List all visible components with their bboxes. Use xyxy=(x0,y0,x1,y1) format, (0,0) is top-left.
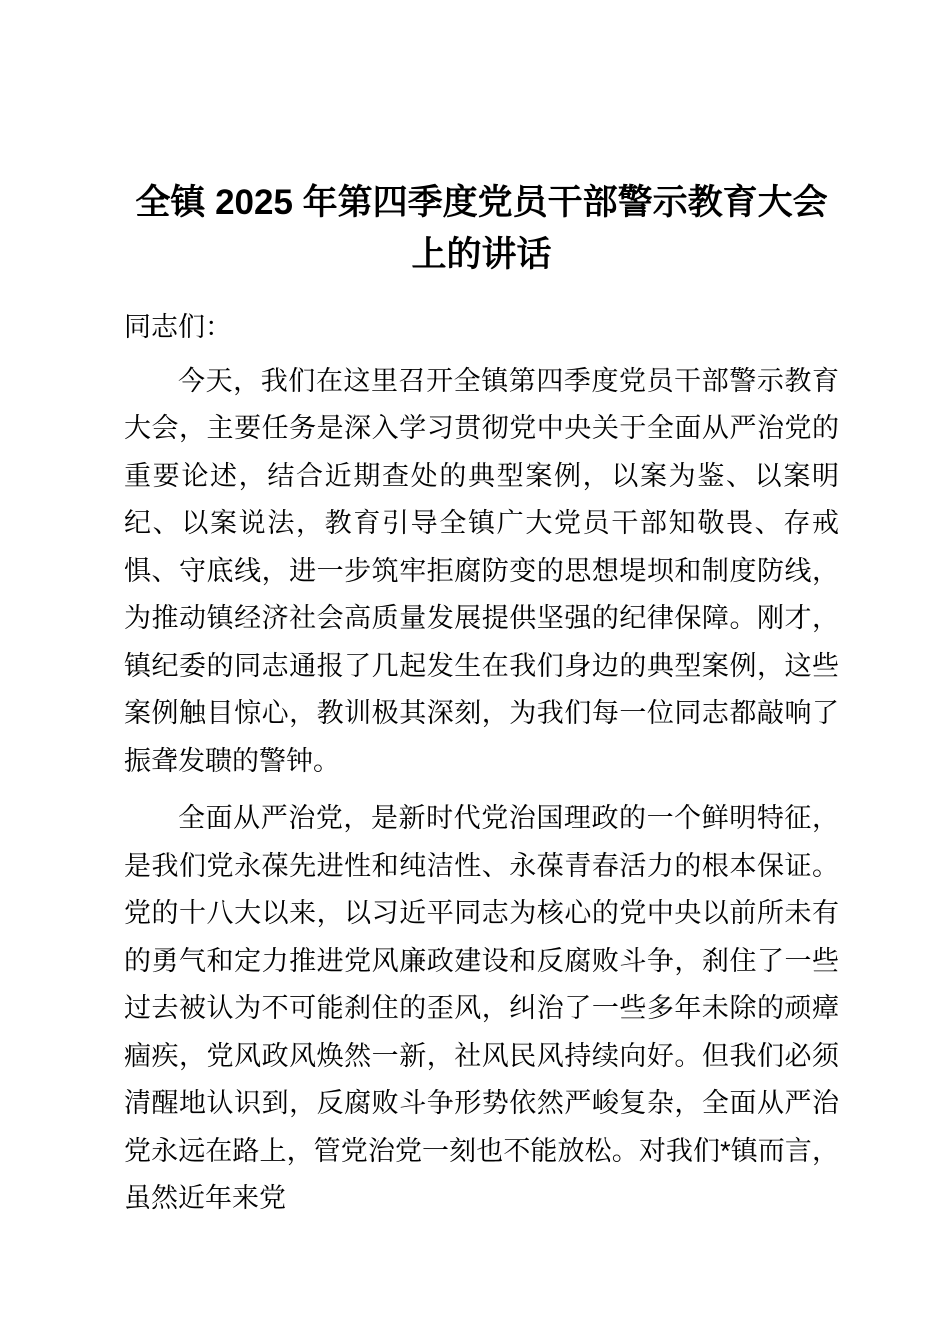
document-title-line-1: 全镇 2025 年第四季度党员干部警示教育大会 xyxy=(135,183,828,222)
body-paragraph-2: 全面从严治党，是新时代党治国理政的一个鲜明特征，是我们党永葆先进性和纯洁性、永葆青春活力的根本保证。党的十八大以来，以习近平同志为核心的党中央以前所未有的勇气和定力推进党风廉政建设和反腐败斗争，刹住了一些过去被认为不可能刹住的歪风，纠治了一些多年未除的顽瘴痼疾，党风政风焕然一新，社风民风持续向好。但我们必须清醒地认识到，反腐败斗争形势依然严峻复杂，全面从严治党永远在路上，管党治党一刻也不能放松。对我们*镇而言，虽然近年来党 xyxy=(124,803,839,1213)
document-title xyxy=(124,177,839,281)
document-title-line-2: 上的讲话 xyxy=(411,235,552,274)
document-content xyxy=(124,177,839,1223)
body-paragraph-1: 今天，我们在这里召开全镇第四季度党员干部警示教育大会，主要任务是深入学习贯彻党中央关于全面从严治党的重要论述，结合近期查处的典型案例，以案为鉴、以案明纪、以案说法，教育引导全镇广大党员干部知敬畏、存戒惧、守底线，进一步筑牢拒腐防变的思想堤坝和制度防线，为推动镇经济社会高质量发展提供坚强的纪律保障。刚才，镇纪委的同志通报了几起发生在我们身边的典型案例，这些案例触目惊心，教训极其深刻，为我们每一位同志都敲响了振聋发聩的警钟。 xyxy=(124,365,839,776)
salutation-line: 同志们： xyxy=(124,312,232,342)
